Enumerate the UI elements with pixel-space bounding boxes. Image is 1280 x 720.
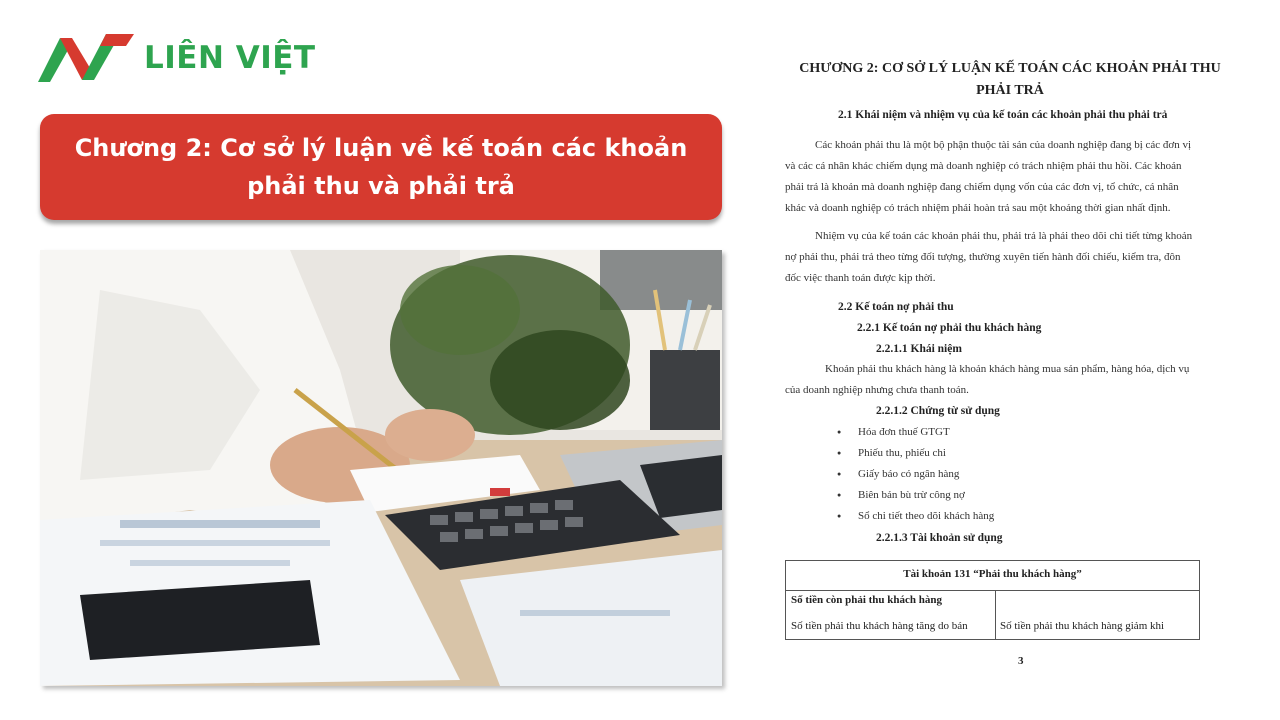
list-item: ● Phiếu thu, phiếu chi — [858, 447, 946, 459]
heading-2-1: 2.1 Khái niệm và nhiệm vụ của kế toán các khoản phải thu phải trả — [838, 109, 1168, 121]
heading-2-2: 2.2 Kế toán nợ phải thu — [838, 301, 954, 313]
page-number: 3 — [1018, 655, 1024, 667]
table-cell-left-text: Số tiền phải thu khách hàng tăng do bán — [791, 620, 968, 632]
paragraph-2: Nhiệm vụ của kế toán các khoản phải thu, phải trả là phải theo dõi chi tiết từng khoản nợ phải thu, phải trả theo từng đối tượng, thường xuyên tiến hành đối chiếu, kiểm tra, đôn đốc việc thanh toán được kịp thời. — [785, 230, 1193, 284]
accounting-desk-photo — [40, 250, 722, 686]
list-item: ● Giấy báo có ngân hàng — [858, 468, 959, 480]
account-131-table — [785, 560, 1200, 640]
list-item: ● Sổ chi tiết theo dõi khách hàng — [858, 510, 994, 522]
heading-2-2-1-2: 2.2.1.2 Chứng từ sử dụng — [876, 405, 1000, 417]
document-page — [770, 50, 1250, 690]
banner-title-line-2: phải thu và phải trả — [247, 172, 515, 200]
pen-holder — [650, 350, 720, 430]
list-item: ● Biên bản bù trừ công nợ — [858, 489, 965, 501]
chapter-banner — [40, 114, 722, 220]
heading-2-2-1-1: 2.2.1.1 Khái niệm — [876, 343, 962, 355]
heading-2-2-1: 2.2.1 Kế toán nợ phải thu khách hàng — [857, 322, 1042, 334]
paragraph-1: Các khoản phải thu là một bộ phận thuộc tài sản của doanh nghiệp đang bị các đơn vị và các cá nhân khác chiếm dụng mà doanh nghiệp có trách nhiệm phải thu hồi. Các khoản phải trả là khoản mà doanh nghiệp đang chiếm dụng vốn của các đơn vị, tổ chức, cá nhân khác và doanh nghiệp có trách nhiệm phải hoàn trả sau một khoảng thời gian nhất định. — [785, 139, 1192, 214]
table-divider — [995, 590, 996, 640]
heading-2-2-1-3: 2.2.1.3 Tài khoản sử dụng — [876, 532, 1003, 544]
table-header: Tài khoản 131 “Phải thu khách hàng” — [786, 561, 1199, 591]
table-cell-left-title: Số tiền còn phải thu khách hàng — [791, 594, 942, 606]
brand-name: LIÊN VIỆT — [144, 40, 316, 76]
table-cell-right-text: Số tiền phải thu khách hàng giảm khi — [1000, 620, 1165, 632]
document-title: CHƯƠNG 2: CƠ SỞ LÝ LUẬN KẾ TOÁN CÁC KHOẢN PHẢI THU PHẢI TRẢ — [799, 61, 1221, 98]
banner-title-line-1: Chương 2: Cơ sở lý luận về kế toán các khoản — [74, 134, 688, 162]
lien-viet-logo-icon — [38, 32, 134, 84]
list-item: ● Hóa đơn thuế GTGT — [858, 426, 950, 438]
paragraph-3: Khoản phải thu khách hàng là khoản khách hàng mua sản phẩm, hàng hóa, dịch vụ của doanh nghiệp nhưng chưa thanh toán. — [785, 363, 1190, 396]
brand-logo[interactable] — [38, 32, 316, 84]
